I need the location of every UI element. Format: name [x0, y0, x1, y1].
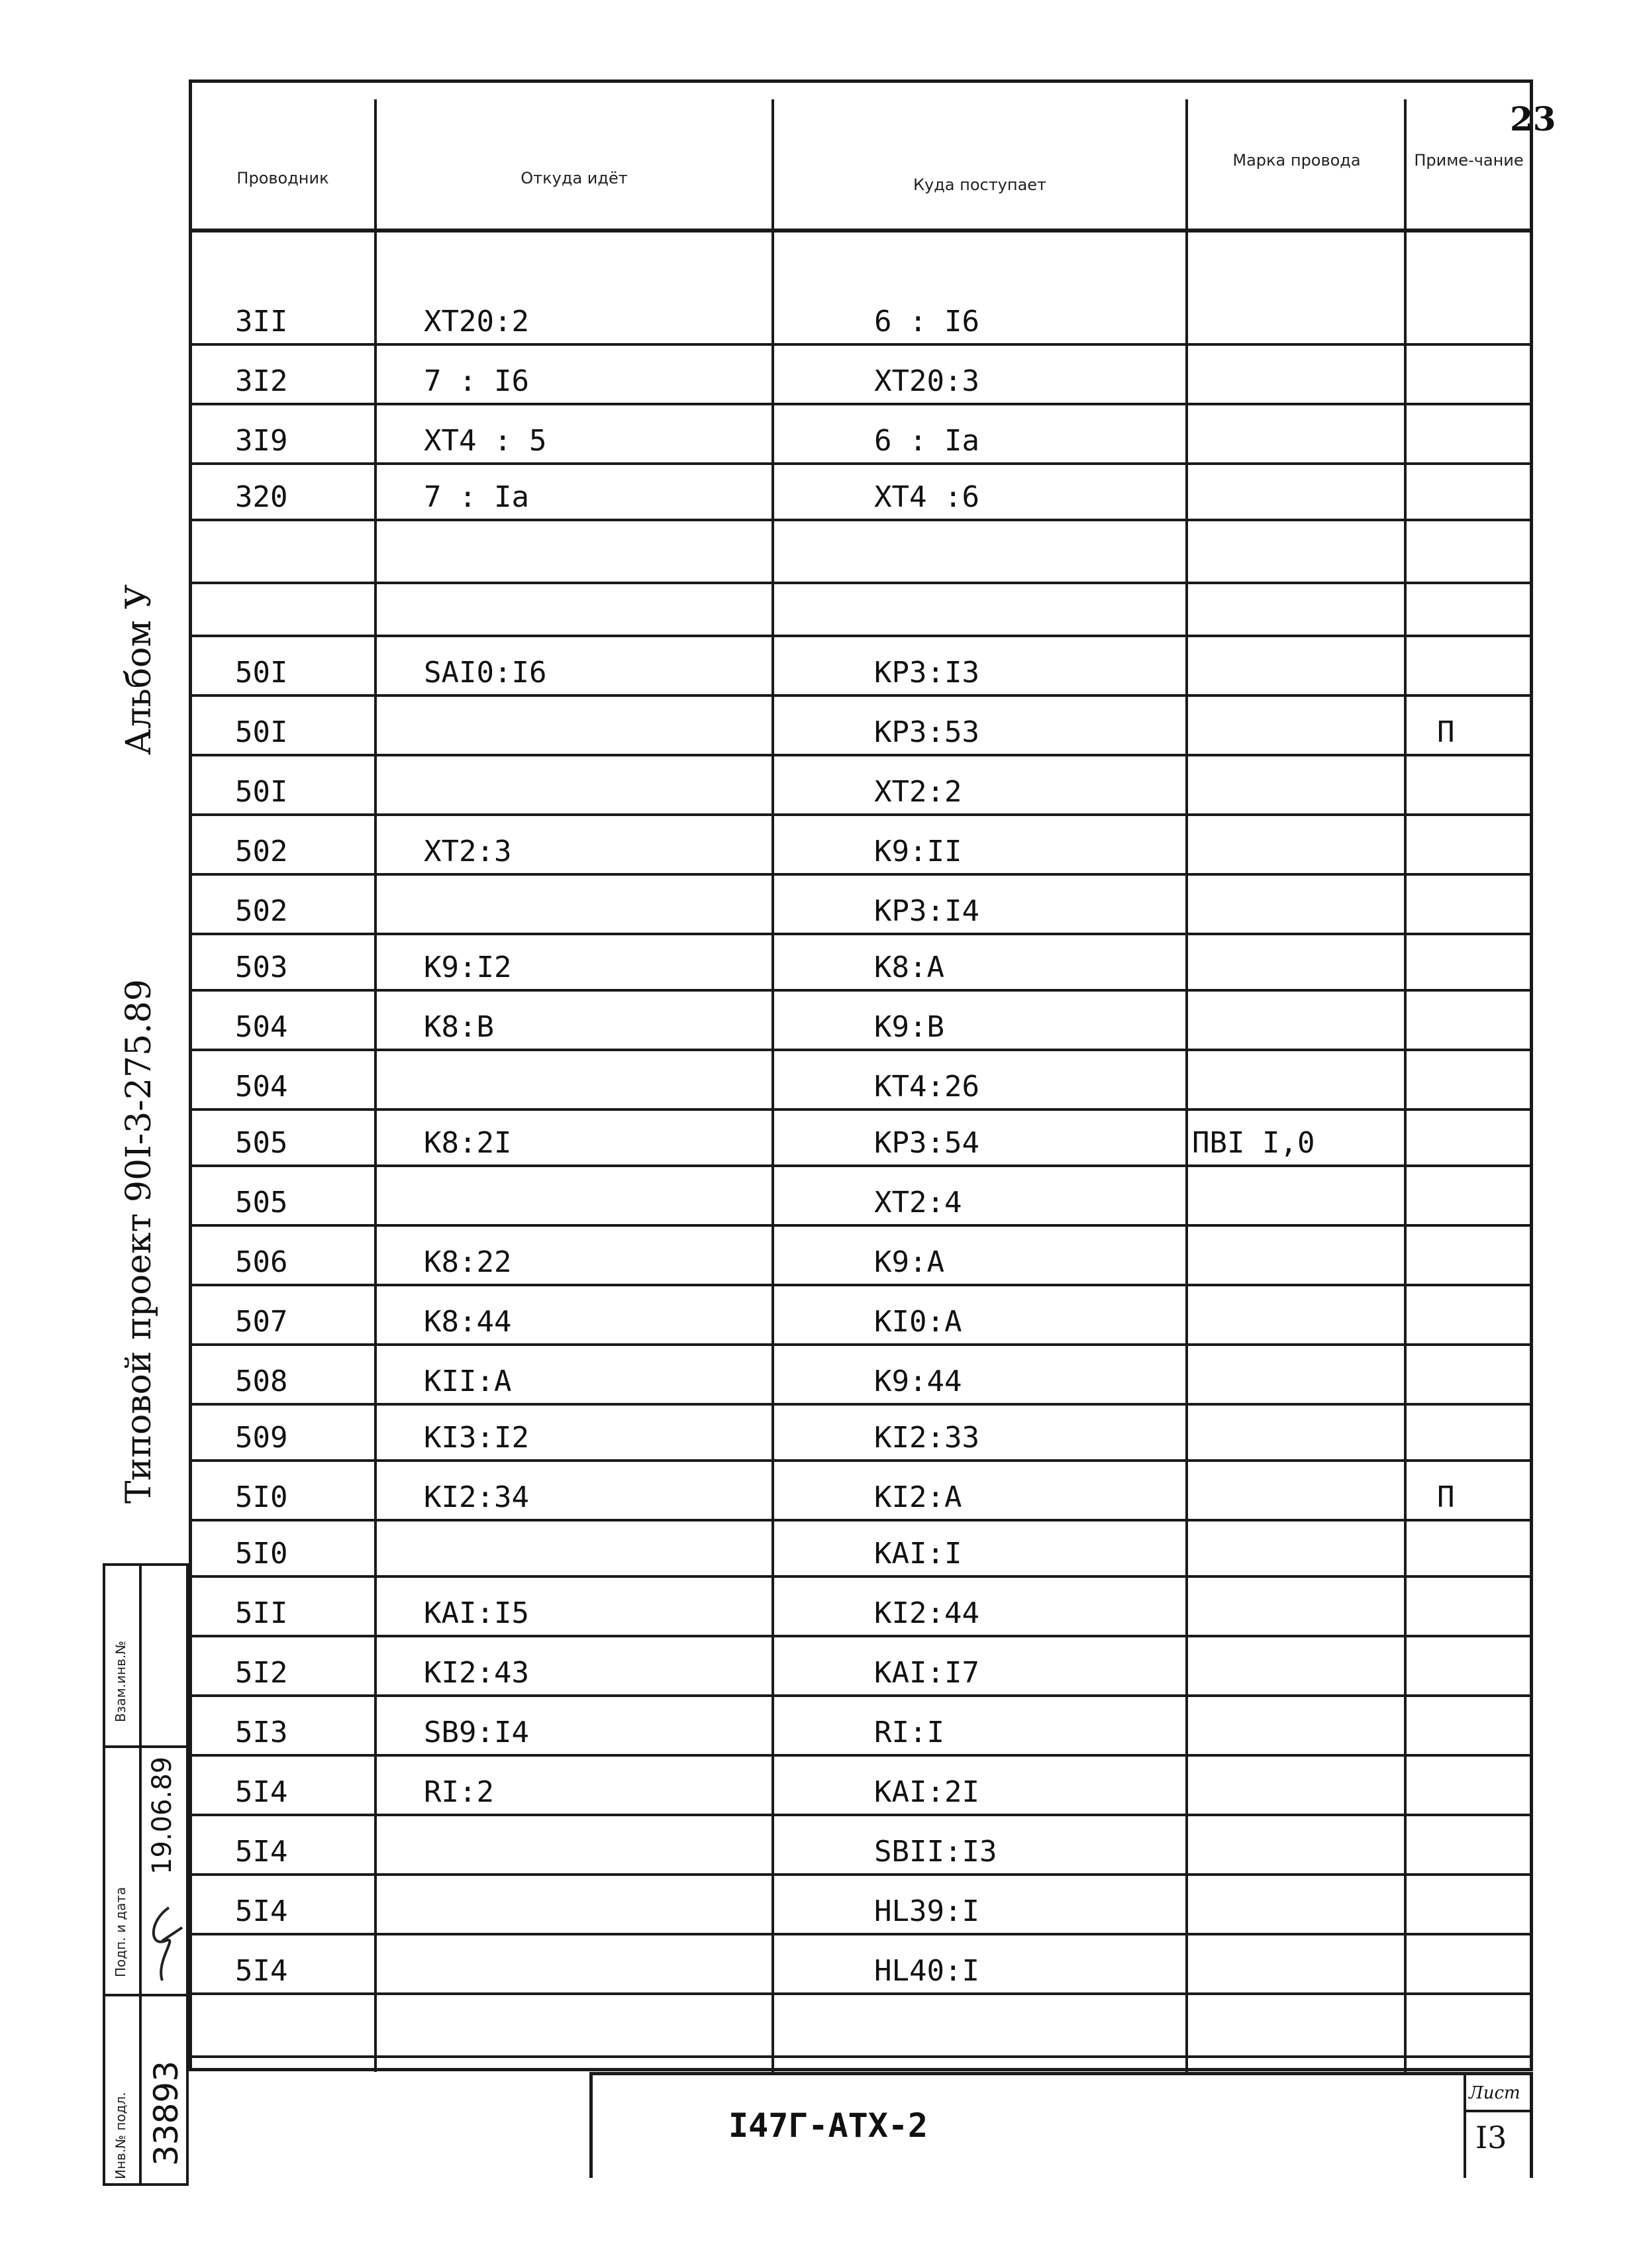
cell-from: SAI0:I6	[424, 656, 547, 690]
header-rule	[191, 229, 1533, 232]
row-rule	[191, 933, 1533, 935]
row-rule	[191, 1284, 1533, 1286]
stamp-inv-label: Инв.№ подл.	[113, 2092, 128, 2179]
cell-to: K9:A	[874, 1245, 944, 1279]
table-frame	[189, 79, 1533, 2071]
cell-wire: 3I2	[235, 364, 288, 398]
row-rule	[191, 1814, 1533, 1816]
row-rule	[191, 582, 1533, 584]
stamp-signature	[142, 1901, 189, 1987]
row-rule	[191, 1873, 1533, 1876]
row-rule	[191, 1933, 1533, 1935]
cell-from: KI2:43	[424, 1656, 529, 1690]
cell-from: K9:I2	[424, 951, 512, 984]
cell-wire: 504	[235, 1070, 288, 1104]
cell-wire: 3I9	[235, 424, 288, 458]
row-rule	[191, 403, 1533, 405]
cell-wire: 3II	[235, 305, 288, 338]
header-from: Откуда идёт	[521, 169, 628, 187]
cell-from: 7 : Iа	[424, 480, 529, 514]
cell-mark: ПВI I,0	[1192, 1126, 1315, 1160]
row-rule	[191, 635, 1533, 637]
cell-to: KI2:A	[874, 1480, 962, 1514]
header-note: Приме-чание	[1414, 151, 1524, 170]
cell-wire: 505	[235, 1126, 288, 1160]
cell-to: KAI:I	[874, 1537, 962, 1571]
cell-to: K8:A	[874, 951, 944, 984]
cell-to: HL40:I	[874, 1954, 979, 1988]
cell-wire: 5I0	[235, 1537, 288, 1571]
row-rule	[191, 1459, 1533, 1462]
column-divider	[1185, 99, 1188, 2072]
cell-wire: 50I	[235, 656, 288, 690]
cell-to: KI2:44	[874, 1596, 979, 1630]
cell-to: KAI:I7	[874, 1656, 979, 1690]
cell-from: K8:B	[424, 1010, 494, 1044]
cell-from: KI3:I2	[424, 1421, 529, 1455]
row-rule	[191, 343, 1533, 346]
cell-to: XT2:4	[874, 1186, 962, 1219]
cell-to: K9:44	[874, 1365, 962, 1398]
row-rule	[191, 2055, 1533, 2058]
row-rule	[191, 519, 1533, 521]
stamp-divider	[139, 1563, 142, 2186]
cell-from: KAI:I5	[424, 1596, 529, 1630]
cell-wire: 5I3	[235, 1716, 288, 1749]
cell-wire: 507	[235, 1305, 288, 1339]
column-divider	[772, 99, 774, 2072]
row-rule	[191, 1403, 1533, 1406]
cell-from: XT2:3	[424, 835, 512, 868]
header-mark: Марка провода	[1232, 151, 1361, 170]
cell-to: KP3:54	[874, 1126, 979, 1160]
cell-to: 6 : Iа	[874, 424, 979, 458]
cell-to: 6 : I6	[874, 305, 979, 338]
header-to: Куда поступает	[913, 176, 1047, 194]
row-rule	[191, 1049, 1533, 1051]
row-rule	[191, 989, 1533, 992]
row-rule	[191, 754, 1533, 756]
cell-note: П	[1437, 715, 1455, 749]
cell-to: K9:B	[874, 1010, 944, 1044]
stamp-divider	[103, 1745, 189, 1748]
cell-to: K9:II	[874, 835, 962, 868]
row-rule	[191, 873, 1533, 876]
row-rule	[191, 1635, 1533, 1637]
cell-from: 7 : I6	[424, 364, 529, 398]
cell-from: XT4 : 5	[424, 424, 547, 458]
stamp-sign-label: Подп. и дата	[113, 1886, 128, 1977]
side-album-label: Альбом У	[119, 584, 159, 755]
cell-wire: 502	[235, 835, 288, 868]
cell-to: KAI:2I	[874, 1775, 979, 1809]
stamp-date: 19.06.89	[147, 1756, 177, 1875]
sheet-label: Лист	[1469, 2083, 1520, 2103]
row-rule	[191, 1575, 1533, 1578]
row-rule	[191, 1754, 1533, 1757]
cell-from: XT20:2	[424, 305, 529, 338]
cell-to: KI2:33	[874, 1421, 979, 1455]
cell-to: KP3:53	[874, 715, 979, 749]
row-rule	[191, 1108, 1533, 1111]
row-rule	[191, 1519, 1533, 1521]
cell-from: SB9:I4	[424, 1716, 529, 1749]
column-divider	[1404, 99, 1407, 2072]
cell-from: KII:A	[424, 1365, 512, 1398]
cell-to: KP3:I3	[874, 656, 979, 690]
cell-to: KI0:A	[874, 1305, 962, 1339]
cell-wire: 320	[235, 480, 288, 514]
cell-wire: 5II	[235, 1596, 288, 1630]
cell-wire: 50I	[235, 715, 288, 749]
cell-wire: 504	[235, 1010, 288, 1044]
document-code: I47Г-АТХ-2	[728, 2106, 928, 2145]
cell-to: XT20:3	[874, 364, 979, 398]
row-rule	[191, 694, 1533, 697]
cell-wire: 5I4	[235, 1894, 288, 1928]
cell-wire: 506	[235, 1245, 288, 1279]
cell-from: K8:22	[424, 1245, 512, 1279]
cell-from: K8:44	[424, 1305, 512, 1339]
header-wire: Проводник	[236, 169, 329, 187]
cell-to: SBII:I3	[874, 1835, 997, 1869]
cell-to: HL39:I	[874, 1894, 979, 1928]
row-rule	[191, 1694, 1533, 1697]
stamp-divider	[103, 1994, 189, 1996]
cell-wire: 50I	[235, 775, 288, 809]
stamp-replace-label: Взам.инв.№	[113, 1640, 128, 1722]
row-rule	[191, 462, 1533, 465]
row-rule	[191, 1343, 1533, 1346]
row-rule	[191, 813, 1533, 816]
column-divider	[374, 99, 377, 2072]
sheet-number: I3	[1475, 2120, 1507, 2155]
cell-wire: 5I0	[235, 1480, 288, 1514]
cell-note: П	[1437, 1480, 1455, 1514]
cell-to: KT4:26	[874, 1070, 979, 1104]
row-rule	[191, 1992, 1533, 1995]
stamp-inv-number: 33893	[147, 2060, 185, 2166]
cell-wire: 5I4	[235, 1954, 288, 1988]
side-project-title: Типовой проект 90I-3-275.89	[119, 979, 159, 1504]
cell-to: RI:I	[874, 1716, 944, 1749]
cell-wire: 508	[235, 1365, 288, 1398]
row-rule	[191, 1164, 1533, 1167]
cell-wire: 502	[235, 894, 288, 928]
cell-to: KP3:I4	[874, 894, 979, 928]
cell-wire: 5I4	[235, 1835, 288, 1869]
cell-wire: 503	[235, 951, 288, 984]
cell-to: XT2:2	[874, 775, 962, 809]
cell-wire: 505	[235, 1186, 288, 1219]
cell-from: K8:2I	[424, 1126, 512, 1160]
cell-to: XT4 :6	[874, 480, 979, 514]
sheet-divider	[1464, 2110, 1533, 2112]
page-number: 23	[1510, 99, 1556, 138]
cell-wire: 509	[235, 1421, 288, 1455]
cell-from: KI2:34	[424, 1480, 529, 1514]
cell-wire: 5I4	[235, 1775, 288, 1809]
cell-wire: 5I2	[235, 1656, 288, 1690]
cell-from: RI:2	[424, 1775, 494, 1809]
row-rule	[191, 1224, 1533, 1227]
